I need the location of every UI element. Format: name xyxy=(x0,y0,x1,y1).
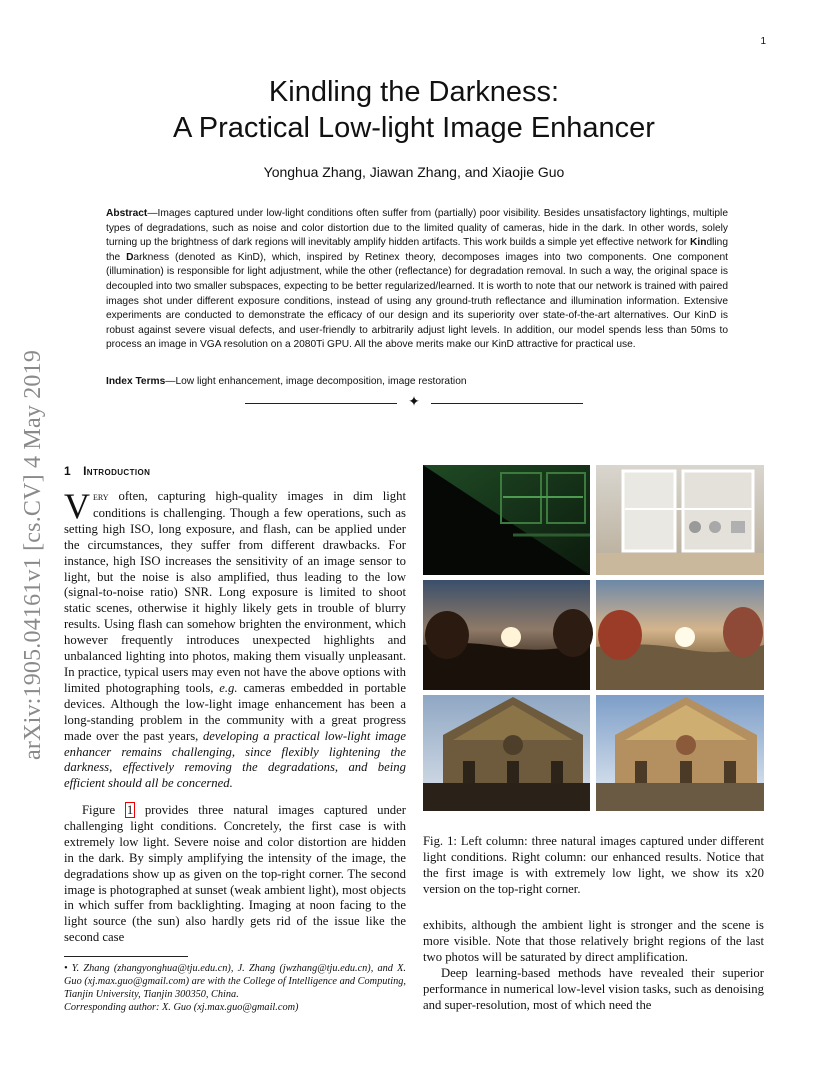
divider-line-left xyxy=(245,403,397,404)
title-line-1: Kindling the Darkness: xyxy=(268,76,560,108)
divider-line-right xyxy=(431,403,583,404)
right-paragraph-1: exhibits, although the ambient light is stronger and the scene is more visible. Note that those relatively bright regions of the last two photos will be saturated by direct amplification. xyxy=(423,918,764,964)
intro-text-2: cameras embedded in portable devices. Although the low-light image enhancement has been a long-standing problem in the community with a great progress made over the past years, xyxy=(64,680,406,743)
footnote-rule xyxy=(64,956,188,957)
image-lowlight-sunset xyxy=(423,580,593,690)
image-enhanced-sunset xyxy=(596,580,764,690)
index-terms-label: Index Terms xyxy=(106,376,166,387)
abstract-label: Abstract xyxy=(106,208,148,219)
intro-text-1: often, capturing high-quality images in dim light conditions is challenging. Though a few operations, such as setting high ISO, long exposure, and flash, can be applied under the circumstances, they suffer from different drawbacks. For instance, high ISO increases the sensitivity of an image sensor to light, but the noise is also amplified, thus leading to the low (signal-to-noise ratio) SNR. Long exposure is limited to shoot static scenes, otherwise it highly likely gets in trouble of blurry results. Using flash can somehow brighten the environment, which however frequently introduces unexpected highlights and unbalanced lighting into photos, making them visually unpleasant. In practice, typical users may even not have the above options with limited photographing tools, xyxy=(64,489,406,695)
intro-p2-before: Figure xyxy=(82,803,125,817)
arxiv-id-text: arXiv:1905.04161v1 [cs.CV] 4 May 2019 xyxy=(20,349,46,760)
footnote xyxy=(64,962,406,1014)
figure-caption: Fig. 1: Left column: three natural images captured under different light conditions. Right column: our enhanced results. Notice that the first image is with extremely low light, we show its x20 version on the top-right corner. xyxy=(423,834,764,896)
figure-ref-link[interactable]: 1 xyxy=(126,803,134,817)
index-terms xyxy=(106,375,728,389)
footnote-line-2: Corresponding author: X. Guo (xj.max.guo@gmail.com) xyxy=(64,1002,299,1013)
section-heading xyxy=(64,464,150,478)
image-lowlight-church xyxy=(423,695,590,811)
section-title: Introduction xyxy=(83,464,151,478)
image-enhanced-church xyxy=(596,695,764,811)
intro-paragraph-2 xyxy=(64,803,406,946)
page-number: 1 xyxy=(760,36,766,47)
footnote-line-1: • Y. Zhang (zhangyonghua@tju.edu.cn), J. Zhang (jwzhang@tju.edu.cn), and X. Guo (xj.max.guo@gmail.com) are with the College of Intelligence and Computing, Tianjin University, Tianjin 300350, China. xyxy=(64,963,406,1000)
section-number: 1 xyxy=(64,464,72,478)
title-line-2: A Practical Low-light Image Enhancer xyxy=(173,112,655,144)
intro-paragraph-1 xyxy=(64,486,406,792)
right-paragraph-2: Deep learning-based methods have revealed their superior performance in numerical low-level vision tasks, such as denoising and super-resolution, most of which need the xyxy=(423,966,764,1012)
image-enhanced-kitchen xyxy=(596,465,764,575)
intro-italic: developing a practical low-light image enhancer remains challenging, since flexibly lightening the darkness, effectively removing the degradations, and being efficient should all be concerned. xyxy=(64,728,406,791)
section-divider xyxy=(245,395,583,413)
divider-star-icon: ✦ xyxy=(408,394,420,410)
abstract-text-b: dling the xyxy=(106,237,728,263)
author-list: Yonghua Zhang, Jiawan Zhang, and Xiaojie Guo xyxy=(263,164,565,180)
abstract-kin: Kin xyxy=(690,237,707,249)
image-lowlight-kitchen xyxy=(423,465,590,575)
intro-smallcaps: ery xyxy=(93,491,109,503)
abstract-text-c: arkness (denoted as KinD), which, inspired by Retinex theory, decomposes images into two components. One component (illumination) is responsible for light adjustment, while the other (reflectance) for degradation removal. In such a way, the original space is decoupled into two smaller subspaces, expecting to be better regularized/learned. It is worth to note that our network is trained with paired images shot under different exposure conditions, instead of using any ground-truth reflectance and illumination information. Extensive experiments are conducted to demonstrate the efficacy of our design and its superiority over state-of-the-art alternatives. Our KinD is robust against severe visual defects, and user-friendly to arbitrarily adjust light levels. In addition, our model spends less than 50ms to process an image in VGA resolution on a 2080Ti GPU. All the above merits make our KinD attractive for practical use. xyxy=(106,251,728,351)
index-terms-text: —Low light enhancement, image decomposition, image restoration xyxy=(165,376,467,387)
abstract-text-a: —Images captured under low-light conditions often suffer from (partially) poor visibility. Besides unsatisfactory lightings, multiple types of degradations, such as noise and color distortion due to the limited quality of cameras, hide in the dark. In other words, solely turning up the brightness of dark regions will inevitably amplify hidden artifacts. This work builds a simple yet effective network for xyxy=(106,208,728,249)
abstract-d: D xyxy=(126,251,134,263)
arxiv-stamp xyxy=(20,349,60,800)
drop-cap: V xyxy=(64,486,90,526)
paper-title xyxy=(0,74,828,146)
figure-1 xyxy=(423,465,764,811)
abstract xyxy=(106,207,728,353)
intro-eg: e.g. xyxy=(219,680,238,695)
intro-p2-after: provides three natural images captured under challenging light conditions. Concretely, the first case is with extremely low light. Severe noise and color distortion are hidden in the dark. By simply amplifying the intensity of the image, the degradations show up as given on the top-right corner. The second image is photographed at sunset (weak ambient light), most objects in which suffer from backlighting. Imaging at noon facing to the light source (the sun) also hardly gets rid of the issue like the second case xyxy=(64,803,406,945)
